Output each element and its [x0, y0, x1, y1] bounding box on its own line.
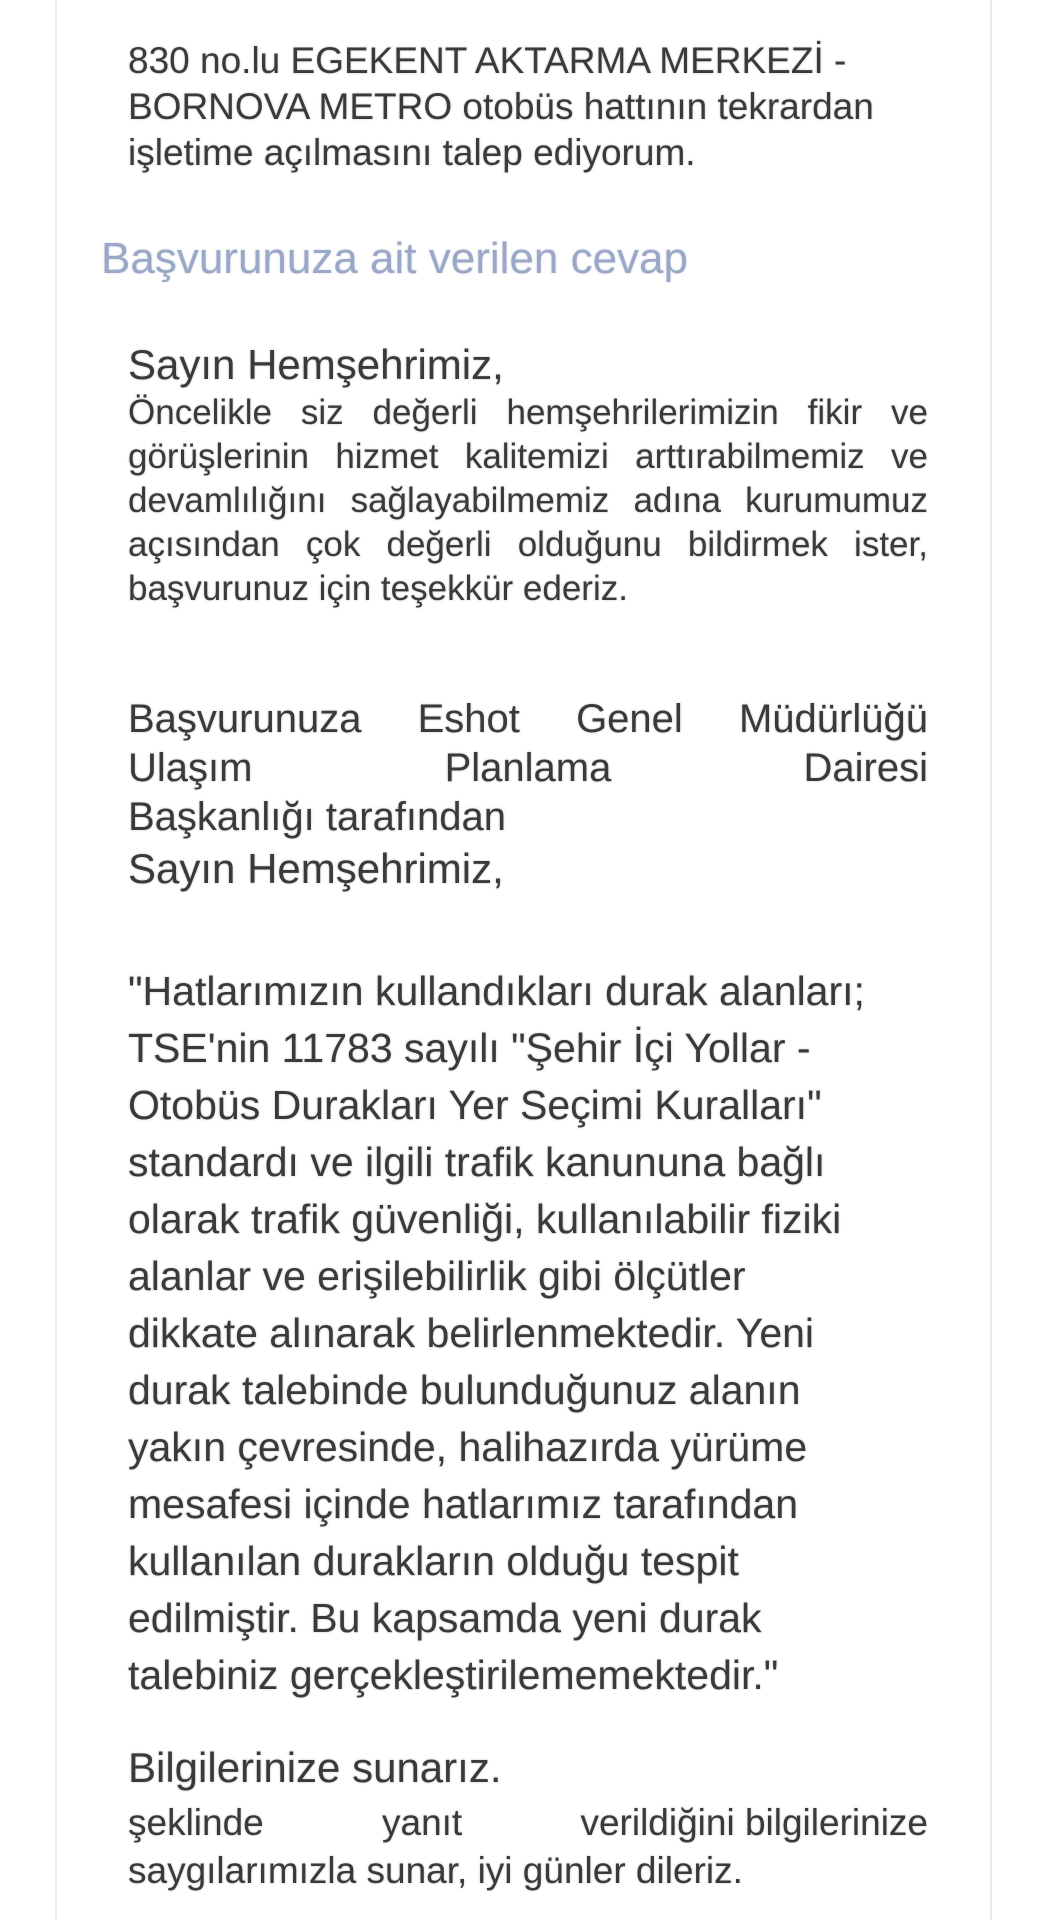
closing-line: Bilgilerinize sunarız.	[128, 1744, 502, 1791]
text-segment: Ulaşım	[128, 746, 253, 790]
text-line	[128, 479, 928, 523]
text-segment: ve	[891, 393, 928, 432]
text-line	[128, 1799, 928, 1847]
text-line: Başkanlığı tarafından	[128, 795, 507, 839]
text-line: işletime açılmasını talep ediyorum.	[128, 132, 696, 173]
text-segment: Öncelikle	[128, 393, 272, 432]
text-segment: kurumumuz	[745, 481, 928, 520]
text-segment: Eshot	[417, 697, 520, 741]
text-line: Otobüs Durakları Yer Seçimi Kuralları"	[128, 1082, 822, 1128]
text-segment: değerli	[386, 525, 492, 564]
text-segment: yanıt	[382, 1802, 463, 1843]
text-line	[128, 744, 928, 793]
text-segment: fikir	[807, 393, 863, 432]
text-segment: görüşlerinin	[128, 437, 309, 476]
response-section-heading: Başvurunuza ait verilen cevap	[101, 234, 688, 283]
salutation-line-2: Sayın Hemşehrimiz,	[128, 845, 504, 892]
text-segment: bildirmek	[687, 525, 828, 564]
text-segment: ve	[891, 437, 928, 476]
text-segment: Başvurunuza	[128, 697, 362, 741]
text-line	[128, 523, 928, 567]
text-line: yakın çevresinde, halihazırda yürüme	[128, 1424, 808, 1470]
text-segment: Genel	[576, 697, 683, 741]
department-attribution-paragraph	[128, 695, 928, 842]
text-line: dikkate alınarak belirlenmektedir. Yeni	[128, 1310, 815, 1356]
text-segment: adına	[633, 481, 722, 520]
text-line	[128, 391, 928, 435]
text-segment: sağlayabilmemiz	[350, 481, 610, 520]
text-line: kullanılan durakların olduğu tespit	[128, 1538, 739, 1584]
text-segment: Dairesi	[803, 746, 928, 790]
text-segment: olduğunu	[517, 525, 662, 564]
text-line: standardı ve ilgili trafik kanununa bağlı	[128, 1139, 826, 1185]
text-line: "Hatlarımızın kullandıkları durak alanları;	[128, 968, 865, 1014]
text-segment: hemşehrilerimizin	[506, 393, 779, 432]
text-segment: Müdürlüğü	[738, 697, 928, 741]
text-segment: ister,	[854, 525, 928, 564]
text-segment: değerli	[372, 393, 478, 432]
intro-paragraph	[128, 391, 928, 611]
citizen-request-text	[128, 38, 928, 176]
outro-paragraph	[128, 1799, 928, 1895]
quoted-official-response-paragraph	[128, 963, 928, 1704]
text-line	[128, 435, 928, 479]
text-line: edilmiştir. Bu kapsamda yeni durak	[128, 1595, 762, 1641]
text-line: BORNOVA METRO otobüs hattının tekrardan	[128, 86, 874, 127]
text-segment: açısından	[128, 525, 280, 564]
text-segment: Planlama	[444, 746, 612, 790]
text-segment: kalitemizi	[464, 437, 609, 476]
text-segment: çok	[305, 525, 361, 564]
text-line: TSE'nin 11783 sayılı "Şehir İçi Yollar -	[128, 1025, 811, 1071]
text-segment: devamlılığını	[128, 481, 327, 520]
text-line: saygılarımızla sunar, iyi günler dileriz.	[128, 1850, 743, 1891]
text-line: olarak trafik güvenliği, kullanılabilir fiziki	[128, 1196, 842, 1242]
text-line	[128, 695, 928, 744]
text-line: 830 no.lu EGEKENT AKTARMA MERKEZİ -	[128, 40, 847, 81]
salutation-line: Sayın Hemşehrimiz,	[128, 341, 504, 388]
scrollable-text-content	[101, 38, 928, 1895]
text-segment: siz	[300, 393, 344, 432]
text-line: alanlar ve erişilebilirlik gibi ölçütler	[128, 1253, 746, 1299]
text-line: durak talebinde bulunduğunuz alanın	[128, 1367, 801, 1413]
text-segment: şeklinde	[128, 1802, 264, 1843]
text-line: başvurunuz için teşekkür ederiz.	[128, 569, 628, 608]
text-segment: arttırabilmemiz	[635, 437, 865, 476]
text-line: mesafesi içinde hatlarımız tarafından	[128, 1481, 798, 1527]
text-segment: hizmet	[335, 437, 439, 476]
text-line: talebiniz gerçekleştirilememektedir."	[128, 1652, 779, 1698]
text-segment: verildiğini bilgilerinize	[580, 1802, 928, 1843]
